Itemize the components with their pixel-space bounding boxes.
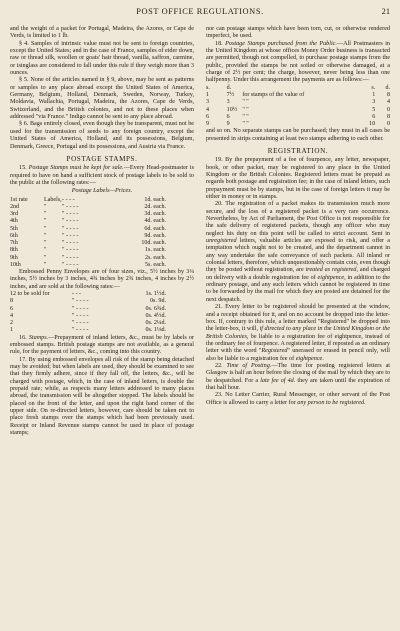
stamp-purchase-table — [206, 85, 390, 129]
stamp-purchase-row — [206, 92, 390, 99]
paragraph-section-4: § 4. Samples of intrinsic value must not be sent to foreign countries, except the United States; and in the case of France, samples of eider down, raw or thread silk, woollen or goats' hair thread, vanilla, saffron, carmine, or isinglass are considered to fall under this rule if they weigh more than 3 ounces. — [10, 40, 194, 77]
table-cell: " " — [242, 99, 249, 106]
para-number: 15. — [19, 165, 29, 172]
heading-registration: REGISTRATION. — [267, 146, 329, 155]
table-cell: " — [44, 203, 47, 210]
para-text: —All Postmasters in the United Kingdom at whose offices Money Order business is transacted are permitted, though not compelled, to purchase postage stamps from the public, provided the stamps be not soiled or otherwise damaged, at a charge of 2½ per cent; the charge, however, never being less than one halfpenny. Under this arrangement the payments are as follows:— — [206, 40, 390, 84]
table-cell: 1 — [372, 92, 376, 98]
paragraph-18 — [206, 41, 390, 85]
para-italic: late fee of 4d. — [260, 377, 296, 384]
paragraph-19: 19. By the prepayment of a fee of fourpence, any letter, newspaper, book, or other packet, may be registered to any place in the United Kingdom or the British Colonies. Registered letters must be prepaid as regards both postage and registration fee; in the case of inland letters, such prepayment must be by stamps, but in the case of foreign letters it may be either in money or in stamps. — [206, 157, 390, 200]
para-number: 16. — [19, 334, 29, 341]
label-price-row — [10, 240, 194, 247]
stamp-purchase-row — [206, 121, 390, 128]
table-cell: 3 — [206, 99, 210, 106]
table-cell: 1st rate — [10, 196, 28, 203]
table-cell: 4 — [386, 99, 390, 106]
label-price-row — [10, 197, 194, 204]
table-cell: 8 — [386, 113, 390, 120]
table-cell: 7th — [10, 240, 18, 247]
para-italic: Registered — [261, 348, 288, 355]
table-cell: 5th — [10, 225, 18, 232]
table-cell: " " — [242, 106, 249, 113]
table-cell: 10d. each. — [141, 240, 166, 247]
stamp-purchase-row — [206, 114, 390, 121]
para-text: , be liable to a registration fee of eightpence, instead of the ordinary fee of fourpence. A registered letter, if reposted as an ordinary letter with the word " — [206, 333, 391, 355]
labels-price-table — [10, 197, 194, 270]
label-price-row — [10, 211, 194, 218]
table-cell: 0 — [386, 121, 390, 127]
table-cell: " - - - - — [72, 320, 89, 327]
table-cell: " - - - - — [72, 305, 89, 312]
labels-price-heading: Postage Labels—Prices. — [71, 188, 133, 195]
table-cell: 6th — [10, 232, 18, 239]
table-cell: 0s. 1⅛d. — [145, 327, 166, 334]
table-cell: 2nd — [10, 203, 20, 210]
table-cell: d. — [226, 84, 232, 91]
table-cell: 4th — [10, 218, 18, 225]
left-column — [10, 26, 194, 437]
table-cell: 6 — [372, 113, 376, 120]
para-text: they are taken until the expiration of that half hour. — [206, 377, 390, 391]
para-text: , and charged on delivery with a double registration fee of — [206, 267, 390, 281]
table-cell: " — [44, 232, 47, 239]
table-cell: " - - - - — [62, 203, 79, 210]
para-italic: unregistered — [206, 238, 237, 245]
table-cell: 9d. each. — [144, 232, 166, 239]
envelope-price-row — [10, 320, 194, 327]
stamp-purchase-row — [206, 107, 390, 114]
table-cell: 2d. each. — [144, 203, 166, 210]
table-cell: 10th — [10, 261, 21, 268]
para-text: —The time for posting registered letters at Glasgow is half an hour before the closing of the mail by which they are to be despatched. For a — [206, 362, 391, 384]
table-cell: " " — [242, 121, 249, 127]
table-cell: 6 — [206, 113, 210, 120]
table-cell: 5s. each. — [145, 261, 166, 268]
para-italic: eightpence — [295, 355, 323, 362]
label-price-row — [10, 262, 194, 269]
table-cell: 6 — [226, 113, 230, 120]
table-cell: - - - - — [62, 196, 75, 203]
label-price-row — [10, 226, 194, 233]
table-cell: 5 — [372, 106, 376, 113]
table-cell — [242, 85, 354, 92]
table-cell: 9 — [206, 121, 210, 127]
label-price-row — [10, 233, 194, 240]
table-cell: 0s. 9d. — [150, 298, 166, 305]
table-cell: 3 — [226, 99, 230, 106]
table-cell: 8th — [10, 247, 18, 254]
para-number: 22. — [215, 362, 227, 369]
para-text: —Every Head-postmaster is required to have on hand a sufficient stock of postage labels to be sold to the public at the following rates:— — [10, 165, 194, 186]
paragraph-21 — [206, 304, 390, 363]
para-text: , in addition to the ordinary postage, and any such letters which cannot be registered in time to be forwarded by the mail for which they are posted are detained for the next despatch. — [206, 274, 390, 303]
para-text: 23. No Letter Carrier, Rural Messenger, or other servant of the Post Office is allowed to carry a letter for — [206, 392, 390, 406]
table-cell: 0s. 4½d. — [145, 312, 166, 319]
table-cell: 3 — [372, 99, 376, 106]
page-title: POST OFFICE REGULATIONS. — [136, 7, 264, 16]
table-cell: " — [44, 225, 47, 232]
para-number: 18. — [215, 40, 226, 47]
paragraph-23 — [206, 392, 390, 407]
table-cell: 3d. each. — [144, 211, 166, 218]
table-cell: " — [44, 247, 47, 254]
paragraph-16 — [10, 335, 194, 357]
table-cell: " - - - - — [72, 327, 89, 334]
table-cell: for stamps of the value of — [242, 92, 305, 98]
envelope-price-row — [10, 306, 194, 313]
sd-header-row — [206, 85, 390, 92]
table-cell: " - - - - — [62, 247, 79, 254]
stamp-purchase-row — [206, 99, 390, 106]
running-header — [10, 7, 390, 19]
table-cell: 4 — [10, 312, 14, 319]
table-cell: 9th — [10, 254, 18, 261]
paragraph-section-6: § 6. Bags entirely closed, even though they be transparent, must not be used for the transmission of seeds to any foreign country, except the United States of America, Holland, and its possessions, Belgium, Denmark, Greece, Portugal and its possessions, and Austria via France. — [10, 121, 194, 150]
table-cell: 6d. each. — [144, 225, 166, 232]
para-title: Time of Posting. — [226, 362, 272, 369]
para-title: Postage Stamps must be kept for sale. — [28, 165, 124, 172]
table-cell: 2s. each. — [145, 254, 166, 261]
table-cell: d. — [385, 84, 390, 91]
page-number: 21 — [381, 7, 390, 16]
table-cell: 6 — [10, 305, 14, 312]
para-italic: treated as registered — [305, 267, 357, 274]
table-cell: s. — [206, 84, 210, 91]
para-text: . — [364, 399, 366, 406]
table-cell: 0s. 2¼d. — [145, 320, 166, 327]
table-cell: 1 — [206, 92, 210, 98]
paragraph-15 — [10, 165, 194, 187]
table-cell: 0 — [386, 106, 390, 113]
envelope-price-table — [10, 291, 194, 335]
envelope-price-row — [10, 313, 194, 320]
table-cell: 10½ — [226, 106, 238, 113]
paragraph-20 — [206, 201, 390, 304]
table-cell: 4 — [206, 106, 210, 113]
table-cell: " - - - - — [62, 240, 79, 247]
para-text: . — [322, 355, 324, 362]
para-italic: eightpence — [317, 274, 345, 281]
table-cell: 8 — [10, 298, 14, 305]
paragraph-22 — [206, 363, 390, 392]
para-text: letters, valuable articles are exposed to risk, and offer a temptation which ought not to be created, and the department cannot in any way undertake the safe conveyance of such packets. All inland or colonial letters, therefore, which unquestionably contain coin, even though they be posted without registration, are — [206, 238, 390, 274]
table-cell: 3rd — [10, 211, 19, 218]
right-column — [206, 26, 390, 407]
table-cell: 1s. 1½d. — [145, 291, 166, 298]
para-text: 21. Every letter to be registered should be presented at the window, and a receipt obtained for it, and on no account be dropped into the letter-box. If, contrary to this rule, a letter marked "Registered" be dropped into the letter-box, it will, — [206, 304, 390, 333]
paragraph-continuation: and the weight of a packet for Portugal, Madeira, the Azores, or Cape de Verds, is limited to 1 lb. — [10, 26, 194, 40]
paragraph-section-5: § 5. None of the articles named in § 9, above, may be sent as patterns or samples to any place abroad except the United States of America, Germany, Belgium, Holland, Denmark, Sweden, Norway, Turkey, Moldavia, Wallachia, Portugal, Madeira, the Azores, Cape de Verds, Switzerland, and the British colonies, and not to these places when addressed "via France." Indigo cannot be sent to any place abroad. — [10, 77, 194, 121]
paragraph-17: 17. By using embossed envelopes all risk of the stamp being detached may be avoided; but when labels are used, they should be examined to see that they firmly adhere, since if they fall off, the letters, &c., will be charged with postage, which, in the case of inland letters, is double the prepaid rate; while, as respects many letters addressed to many places abroad, the transmission will be altogether stopped. The labels should be placed on the front of the letter, and upon the right hand corner of the upper side. On re-directed letters, however, care should be taken not to place fresh stamps over the stamps which had been previously used. Receipt or Inland Revenue stamps cannot be used in place of postage stamps; — [10, 356, 194, 437]
paragraph-strips: and so on. No separate stamps can be purchased; they must in all cases be presented in strips containing at least two stamps adhering to each other. — [206, 128, 390, 142]
para-text: " unerased or erased in pencil only, will also be liable to a registration fee of — [206, 348, 390, 362]
table-cell: " — [44, 218, 47, 225]
table-cell: " — [44, 240, 47, 247]
para-title: Postage Stamps purchased from the Public. — [225, 40, 337, 47]
table-cell: 2 — [10, 320, 14, 327]
table-cell: " — [44, 261, 47, 268]
para-text: 20. The registration of a packet makes its transmission much more secure, and the loss of a registered packet is a very rare occurrence. Nevertheless, by Act of Parliament, the Post Office is not responsible for the safe delivery of registered packets, though any officer who may neglect his duty on this point will be called to strict account. Sent in — [206, 201, 390, 237]
para-italic: any person to be registered — [297, 399, 365, 406]
table-cell: " - - - - — [72, 298, 89, 305]
table-cell: Labels, — [44, 196, 62, 203]
table-cell: - - - — [72, 291, 82, 298]
label-price-row — [10, 218, 194, 225]
table-cell: " - - - - — [62, 254, 79, 261]
paragraph-embossed-envelopes: Embossed Penny Envelopes are of four sizes, viz., 5½ inches by 3¼ inches, 5½ inches by 3 inches, 4¾ inches by 2¾ inches, 4 inches by 2½ inches, and are sold at the following rates:— — [10, 269, 194, 290]
table-cell: " - - - - — [62, 232, 79, 239]
table-cell: 1 — [10, 327, 14, 334]
para-title: Stamps. — [28, 334, 49, 341]
table-cell: " — [44, 254, 47, 261]
table-cell: s. — [371, 84, 376, 91]
envelope-price-row — [10, 291, 194, 298]
para-italic: if directed to any place in the United Kingdom or the British Colonies — [206, 326, 390, 340]
table-cell: " - - - - — [62, 211, 79, 218]
table-cell: 4d. each. — [144, 218, 166, 225]
table-cell: " - - - - — [62, 218, 79, 225]
table-cell: " " — [242, 113, 249, 120]
label-price-row — [10, 255, 194, 262]
label-price-row — [10, 247, 194, 254]
table-cell: " - - - - — [72, 312, 89, 319]
table-cell: 7½ — [226, 92, 235, 98]
table-cell: 8 — [386, 92, 390, 98]
para-text: —Prepayment of inland letters, &c., must be by labels or embossed stamps. British postage stamps are not available, as a general rule, for the payment of letters, &c., coming into this country. — [10, 334, 194, 356]
table-cell: " - - - - — [62, 225, 79, 232]
label-price-row — [10, 204, 194, 211]
table-cell: " - - - - — [62, 261, 79, 268]
envelope-price-row — [10, 327, 194, 334]
table-cell: 0s. 6¾d. — [145, 305, 166, 312]
envelope-price-row — [10, 298, 194, 305]
heading-postage-stamps: POSTAGE STAMPS. — [66, 154, 138, 163]
table-cell: 12 to be sold for — [10, 291, 50, 298]
paragraph-continuation: nor can postage stamps which have been torn, cut, or otherwise rendered imperfect, be used. — [206, 26, 390, 40]
table-cell: 1d. each. — [144, 196, 166, 203]
table-cell: 1s. each. — [145, 247, 166, 254]
table-cell: 10 — [369, 121, 376, 127]
table-cell: 9 — [226, 121, 230, 127]
table-cell: " — [44, 211, 47, 218]
